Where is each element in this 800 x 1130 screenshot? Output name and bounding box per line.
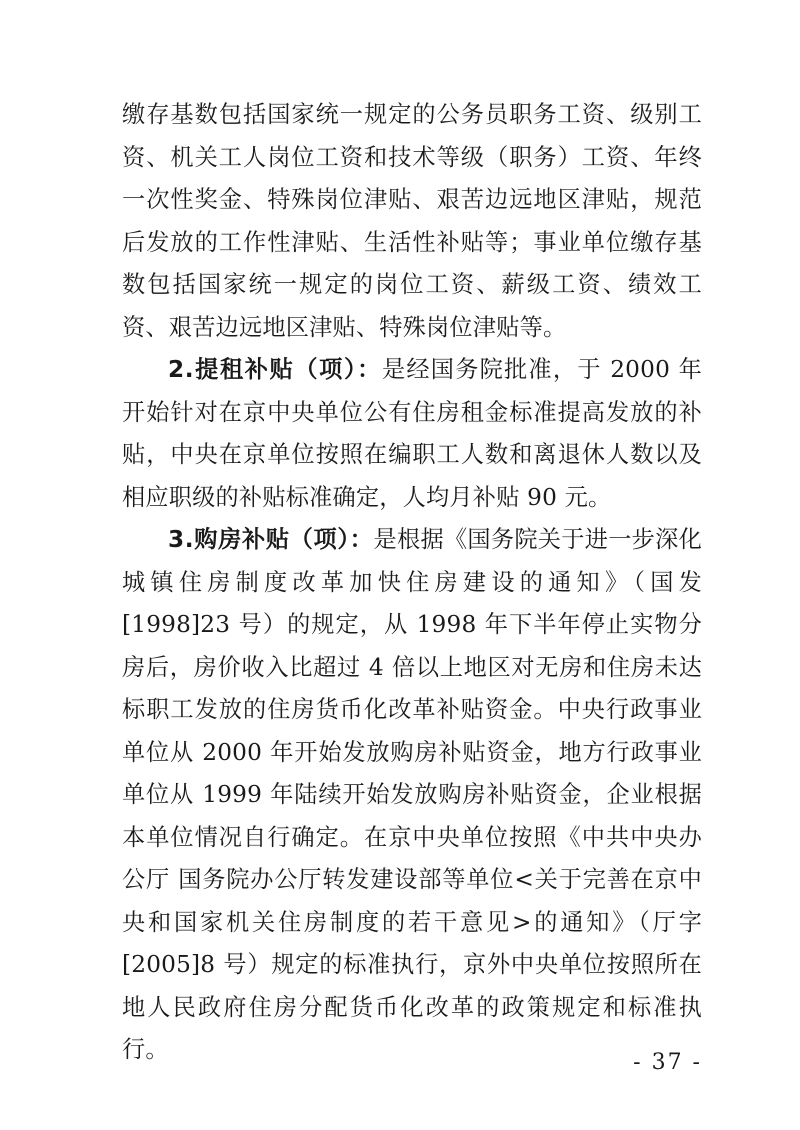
section-heading-housing-purchase-subsidy: 3.购房补贴（项）： xyxy=(168,526,374,553)
paragraph-rent-subsidy xyxy=(122,349,702,519)
section-heading-rent-subsidy: 2.提租补贴（项）： xyxy=(168,356,382,383)
page-number: - 37 - xyxy=(633,1050,702,1075)
document-body xyxy=(122,94,702,1072)
paragraph-text: 是经国务院批准，于 2000 年开始针对在京中央单位公有住房租金标准提高发放的补贴，中央在京单位按照在编职工人数和离退休人数以及相应职级的补贴标准确定，人均月补贴 90 元。 xyxy=(122,356,703,511)
paragraph-text: 缴存基数包括国家统一规定的公务员职务工资、级别工资、机关工人岗位工资和技术等级（职务）工资、年终一次性奖金、特殊岗位津贴、艰苦边远地区津贴，规范后发放的工作性津贴、生活性补贴等；事业单位缴存基数包括国家统一规定的岗位工资、薪级工资、绩效工资、艰苦边远地区津贴、特殊岗位津贴等。 xyxy=(122,101,702,341)
paragraph-contribution-base xyxy=(122,94,702,349)
paragraph-housing-purchase-subsidy xyxy=(122,519,702,1072)
paragraph-text: 是根据《国务院关于进一步深化城镇住房制度改革加快住房建设的通知》（国发[1998]23 号）的规定，从 1998 年下半年停止实物分房后，房价收入比超过 4 倍以上地区对无房和住房未达标职工发放的住房货币化改革补贴资金。中央行政事业单位从 2000 年开始发放购房补贴资金，地方行政事业单位从 1999 年陆续开始发放购房补贴资金，企业根据本单位情况自行确定。在京中央单位按照《中共中央办公厅 国务院办公厅转发建设部等单位<关于完善在京中央和国家机关住房制度的若干意见>的通知》（厅字[2005]8 号）规定的标准执行，京外中央单位按照所在地人民政府住房分配货币化改革的政策规定和标准执行。 xyxy=(122,526,702,1063)
